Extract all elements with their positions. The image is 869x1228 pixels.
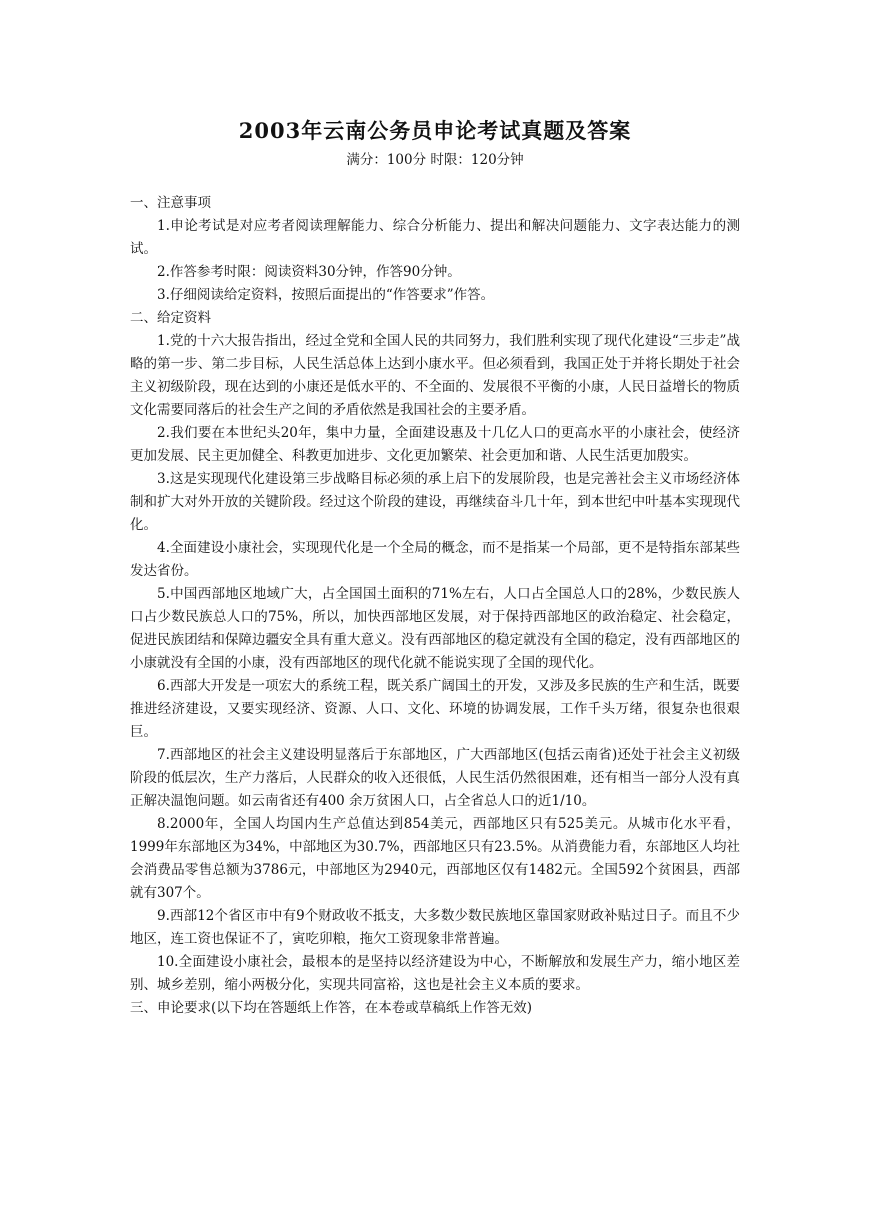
paragraph: 3.这是实现现代化建设第三步战略目标必须的承上启下的发展阶段，也是完善社会主义市场经济体制和扩大对外开放的关键阶段。经过这个阶段的建设，再继续奋斗几十年，到本世纪中叶基本实现现代化。 — [130, 471, 740, 533]
section-notes — [130, 192, 740, 307]
paragraph: 1.党的十六大报告指出，经过全党和全国人民的共同努力，我们胜利实现了现代化建设“三步走”战略的第一步、第二步目标，人民生活总体上达到小康水平。但必须看到，我国正处于并将长期处于社会主义初级阶段，现在达到的小康还是低水平的、不全面的、发展很不平衡的小康，人民日益增长的物质文化需要同落后的社会生产之间的矛盾依然是我国社会的主要矛盾。 — [130, 333, 740, 418]
paragraph: 8.2000年，全国人均国内生产总值达到854美元，西部地区只有525美元。从城市化水平看，1999年东部地区为34%，中部地区为30.7%，西部地区只有23.5%。从消费能力看，东部地区人均社会消费品零售总额为3786元，中部地区为2940元，西部地区仅有1482元。全国592个贫困县，西部就有307个。 — [130, 816, 740, 901]
paragraph: 10.全面建设小康社会，最根本的是坚持以经济建设为中心，不断解放和发展生产力，缩小地区差别、城乡差别，缩小两极分化，实现共同富裕，这也是社会主义本质的要求。 — [130, 954, 740, 993]
document-subtitle: 满分：100分 时限：120分钟 — [346, 152, 524, 168]
section-materials — [130, 307, 740, 997]
document-title: 2003年云南公务员申论考试真题及答案 — [238, 118, 632, 143]
paragraph: 5.中国西部地区地域广大，占全国国土面积的71%左右，人口占全国总人口的28%，少数民族人口占少数民族总人口的75%，所以，加快西部地区发展，对于保持西部地区的政治稳定、社会稳定，促进民族团结和保障边疆安全具有重大意义。没有西部地区的稳定就没有全国的稳定，没有西部地区的小康就没有全国的小康，没有西部地区的现代化就不能说实现了全国的现代化。 — [130, 586, 740, 671]
paragraph: 3.仔细阅读给定资料，按照后面提出的“作答要求”作答。 — [157, 287, 495, 303]
section-heading: 三、申论要求(以下均在答题纸上作答，在本卷或草稿纸上作答无效) — [130, 1000, 533, 1016]
section-heading: 二、给定资料 — [130, 310, 211, 326]
paragraph: 9.西部12个省区市中有9个财政收不抵支，大多数少数民族地区靠国家财政补贴过日子。而且不少地区，连工资也保证不了，寅吃卯粮，拖欠工资现象非常普遍。 — [130, 908, 740, 947]
section-heading: 一、注意事项 — [130, 195, 211, 211]
paragraph: 4.全面建设小康社会，实现现代化是一个全局的概念，而不是指某一个局部，更不是特指东部某些发达省份。 — [130, 540, 740, 579]
document-page — [130, 118, 740, 1020]
paragraph: 7.西部地区的社会主义建设明显落后于东部地区，广大西部地区(包括云南省)还处于社会主义初级阶段的低层次，生产力落后，人民群众的收入还很低，人民生活仍然很困难，还有相当一部分人没有真正解决温饱问题。如云南省还有400 余万贫困人口，占全省总人口的近1/10。 — [130, 747, 740, 809]
paragraph: 2.我们要在本世纪头20年，集中力量，全面建设惠及十几亿人口的更高水平的小康社会，使经济更加发展、民主更加健全、科教更加进步、文化更加繁荣、社会更加和谐、人民生活更加殷实。 — [130, 425, 740, 464]
paragraph: 2.作答参考时限：阅读资料30分钟，作答90分钟。 — [157, 264, 461, 280]
paragraph: 6.西部大开发是一项宏大的系统工程，既关系广阔国土的开发，又涉及多民族的生产和生活，既要推进经济建设，又要实现经济、资源、人口、文化、环境的协调发展，工作千头万绪，很复杂也很艰巨。 — [130, 678, 740, 740]
section-requirements — [130, 997, 740, 1020]
paragraph: 1.申论考试是对应考者阅读理解能力、综合分析能力、提出和解决问题能力、文字表达能力的测试。 — [130, 218, 740, 257]
